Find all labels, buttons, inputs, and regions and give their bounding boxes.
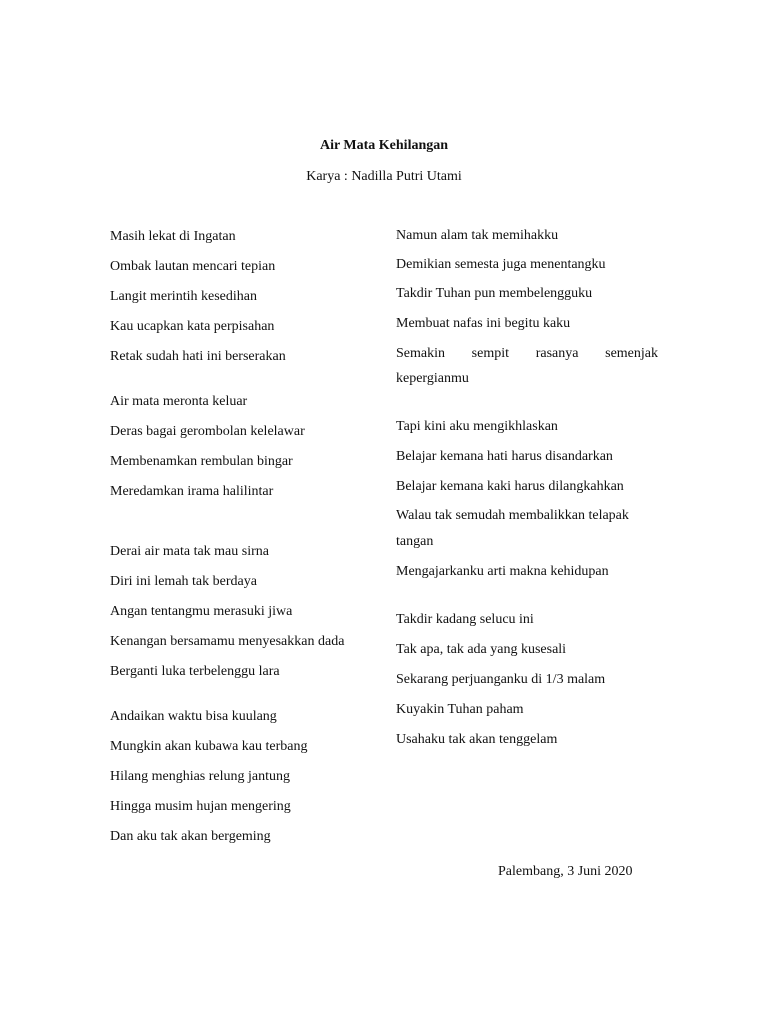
poem-line: Hilang menghias relung jantung bbox=[110, 769, 291, 784]
poem-word: sempit bbox=[471, 346, 510, 361]
poem-line: Membuat nafas ini begitu kaku bbox=[396, 316, 571, 331]
poem-line: Derai air mata tak mau sirna bbox=[110, 544, 269, 559]
poem-line: Takdir kadang selucu ini bbox=[396, 612, 534, 627]
poem-line: tangan bbox=[396, 534, 434, 549]
poem-word: semenjak bbox=[605, 346, 658, 361]
poem-line: Masih lekat di Ingatan bbox=[110, 229, 236, 244]
poem-line: Hingga musim hujan mengering bbox=[110, 799, 291, 814]
poem-line: Retak sudah hati ini berserakan bbox=[110, 349, 286, 364]
place-date: Palembang, 3 Juni 2020 bbox=[498, 864, 633, 879]
poem-line: Diri ini lemah tak berdaya bbox=[110, 574, 257, 589]
poem-line: Belajar kemana kaki harus dilangkahkan bbox=[396, 479, 624, 494]
poem-line: Andaikan waktu bisa kuulang bbox=[110, 709, 277, 724]
poem-word: rasanya bbox=[535, 346, 579, 361]
poem-line: Dan aku tak akan bergeming bbox=[110, 829, 271, 844]
poem-line: Mungkin akan kubawa kau terbang bbox=[110, 739, 308, 754]
poem-line: Walau tak semudah membalikkan telapak bbox=[396, 508, 629, 523]
poem-line: Takdir Tuhan pun membelengguku bbox=[396, 286, 593, 301]
poem-line: Tak apa, tak ada yang kusesali bbox=[396, 642, 567, 657]
poem-line: Berganti luka terbelenggu lara bbox=[110, 664, 280, 679]
poem-line: Air mata meronta keluar bbox=[110, 394, 248, 409]
poem-line: Membenamkan rembulan bingar bbox=[110, 454, 293, 469]
poem-line: Langit merintih kesedihan bbox=[110, 289, 257, 304]
poem-line: kepergianmu bbox=[396, 371, 469, 386]
poem-word: Semakin bbox=[396, 346, 445, 361]
poem-line: Ombak lautan mencari tepian bbox=[110, 259, 276, 274]
poem-title: Air Mata Kehilangan bbox=[319, 138, 449, 153]
poem-line: Deras bagai gerombolan kelelawar bbox=[110, 424, 305, 439]
poem-author: Karya : Nadilla Putri Utami bbox=[306, 169, 462, 184]
poem-line-justified bbox=[396, 346, 658, 362]
poem-line: Sekarang perjuanganku di 1/3 malam bbox=[396, 672, 606, 687]
poem-line: Mengajarkanku arti makna kehidupan bbox=[396, 564, 609, 579]
poem-line: Kuyakin Tuhan paham bbox=[396, 702, 524, 717]
poem-line: Usahaku tak akan tenggelam bbox=[396, 732, 558, 747]
poem-line: Kenangan bersamamu menyesakkan dada bbox=[110, 634, 345, 649]
poem-line: Belajar kemana hati harus disandarkan bbox=[396, 449, 613, 464]
poem-line: Kau ucapkan kata perpisahan bbox=[110, 319, 275, 334]
poem-line: Angan tentangmu merasuki jiwa bbox=[110, 604, 293, 619]
poem-line: Tapi kini aku mengikhlaskan bbox=[396, 419, 558, 434]
poem-line: Meredamkan irama halilintar bbox=[110, 484, 274, 499]
poem-line: Demikian semesta juga menentangku bbox=[396, 257, 606, 272]
poem-line: Namun alam tak memihakku bbox=[396, 228, 559, 243]
